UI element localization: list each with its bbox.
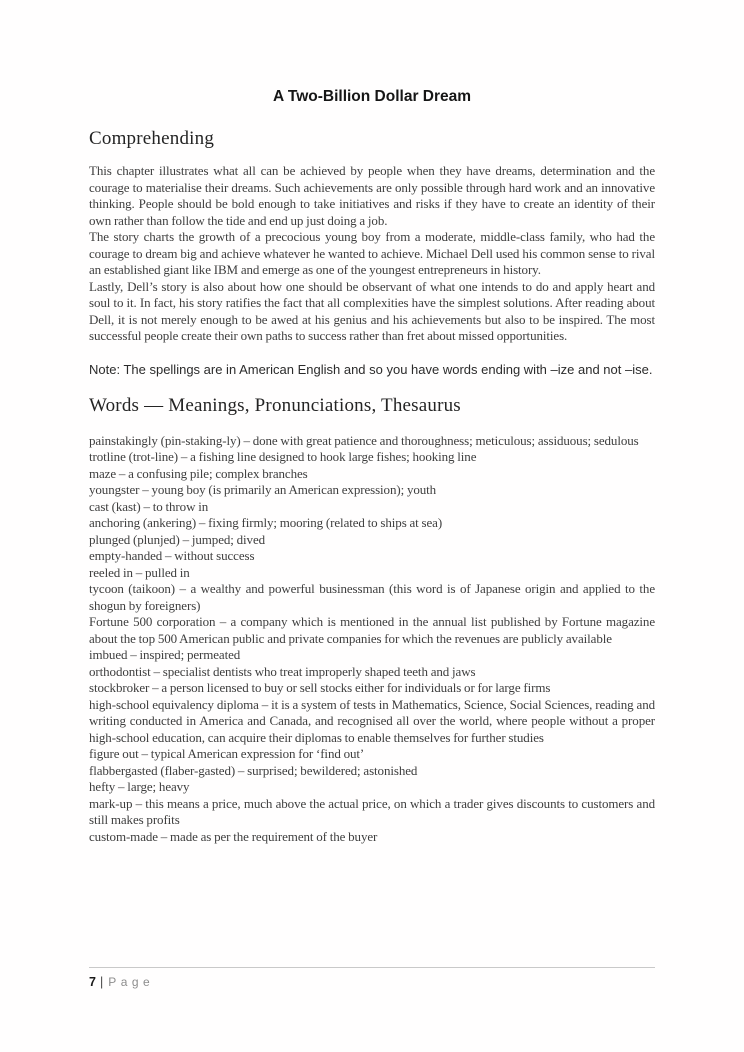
footer-separator: | bbox=[99, 975, 104, 989]
section-heading-words: Words — Meanings, Pronunciations, Thesaurus bbox=[89, 394, 461, 416]
page-title: A Two-Billion Dollar Dream bbox=[272, 88, 472, 105]
word-entry-orthodontist: orthodontist – specialist dentists who treat improperly shaped teeth and jaws bbox=[89, 663, 476, 679]
page-footer bbox=[89, 967, 655, 989]
word-entry-hefty: hefty – large; heavy bbox=[89, 779, 190, 794]
word-entry-empty-handed: empty-handed – without success bbox=[89, 548, 255, 563]
word-entry-figure-out: figure out – typical American expression for ‘find out’ bbox=[89, 746, 365, 761]
word-entry-imbued: imbued – inspired; permeated bbox=[89, 647, 241, 662]
page-number: 7 bbox=[89, 975, 96, 989]
comprehending-paragraph-3: Lastly, Dell’s story is also about how one should be observant of what one intends to do and apply heart and soul to it. In fact, his story ratifies the fact that all complexities have the simplest solutions. After reading about Dell, it is not merely enough to be awed at his genius and his achievements but also to be inspired. The most successful people create their own paths to success rather than fret about missed opportunities. bbox=[89, 278, 655, 343]
comprehending-paragraph-1: This chapter illustrates what all can be achieved by people when they have dreams, determination and the courage to materialise their dreams. Such achievements are only possible through hard work and an innovative thinking. People should be bold enough to take initiatives and risks if they have to create an identity of their own rather than follow the tide and end up just doing a job. bbox=[89, 163, 655, 228]
word-entry-maze: maze – a confusing pile; complex branches bbox=[89, 465, 308, 481]
word-entry-youngster: youngster – young boy (is primarily an American expression); youth bbox=[89, 482, 437, 497]
section-heading-comprehending: Comprehending bbox=[89, 128, 215, 149]
footer-page-label: Page bbox=[108, 975, 155, 989]
word-entry-cast: cast (kast) – to throw in bbox=[89, 498, 209, 514]
word-entry-mark-up: mark-up – this means a price, much above the actual price, on which a trader gives discounts to customers and still makes profits bbox=[89, 795, 655, 827]
word-entry-stockbroker: stockbroker – a person licensed to buy or sell stocks either for individuals or for large firms bbox=[89, 680, 551, 695]
comprehending-paragraph-2: The story charts the growth of a precocious young boy from a moderate, middle-class family, who had the courage to dream big and achieve whatever he wanted to achieve. Michael Dell used his common sense to rival an established giant like IBM and emerge as one of the youngest entrepreneurs in history. bbox=[89, 229, 655, 277]
word-list bbox=[89, 433, 655, 846]
footer-divider bbox=[89, 967, 655, 968]
word-entry-trotline: trotline (trot-line) – a fishing line designed to hook large fishes; hooking line bbox=[89, 449, 477, 464]
page-content bbox=[89, 88, 655, 845]
word-entry-tycoon: tycoon (taikoon) – a wealthy and powerful businessman (this word is of Japanese origin and applied to the shogun by foreigners) bbox=[89, 581, 655, 613]
spelling-note: Note: The spellings are in American English and so you have words ending with –ize and not –ise. bbox=[89, 361, 653, 377]
word-entry-plunged: plunged (plunjed) – jumped; dived bbox=[89, 531, 266, 547]
footer-text bbox=[89, 975, 655, 989]
word-entry-high-school-diploma: high-school equivalency diploma – it is a system of tests in Mathematics, Science, Social Sciences, reading and writing conducted in America and Canada, and recognised all over the world, where people without a proper high-school education, can acquire their diplomas to enable themselves for further studies bbox=[89, 696, 655, 745]
word-entry-flabbergasted: flabbergasted (flaber-gasted) – surprised; bewildered; astonished bbox=[89, 762, 418, 778]
word-entry-reeled-in: reeled in – pulled in bbox=[89, 564, 190, 580]
word-entry-painstakingly: painstakingly (pin-staking-ly) – done with great patience and thoroughness; meticulous; assiduous; sedulous bbox=[89, 432, 639, 448]
word-entry-fortune-500: Fortune 500 corporation – a company which is mentioned in the annual list published by Fortune magazine about the top 500 American public and private companies for which the revenues are publicly available bbox=[89, 614, 655, 646]
word-entry-custom-made: custom-made – made as per the requirement of the buyer bbox=[89, 828, 378, 844]
word-entry-anchoring: anchoring (ankering) – fixing firmly; mooring (related to ships at sea) bbox=[89, 515, 443, 530]
